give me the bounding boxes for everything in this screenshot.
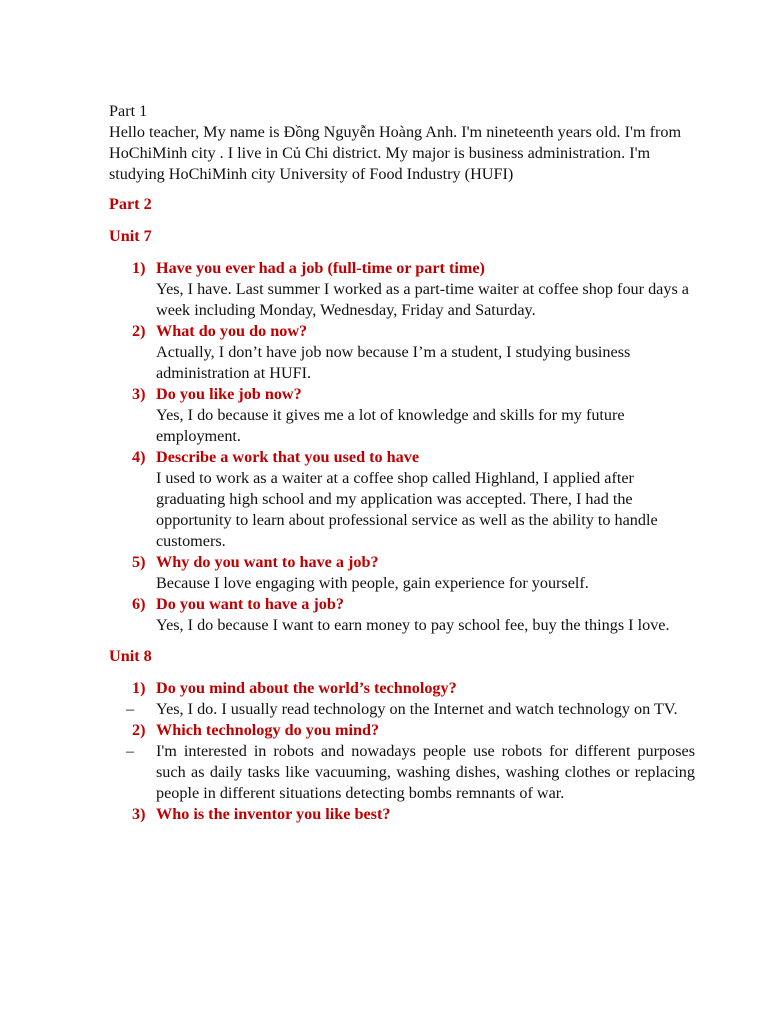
- question-text: What do you do now?: [156, 322, 308, 340]
- question-text: Do you want to have a job?: [156, 595, 344, 613]
- answer-text: Yes, I do because it gives me a lot of knowledge and skills for my future employment.: [156, 406, 625, 445]
- part1-title: Part 1: [109, 102, 148, 120]
- question-number: 2): [132, 721, 146, 739]
- question-number: 5): [132, 553, 146, 571]
- question-text: Why do you want to have a job?: [156, 553, 379, 571]
- document-body: [109, 101, 695, 825]
- list-item: [109, 804, 695, 825]
- answer-text: Actually, I don’t have job now because I’m a student, I studying business administration at HUFI.: [156, 343, 631, 382]
- dash-bullet: –: [126, 742, 135, 760]
- list-item: [109, 258, 695, 321]
- list-item: [109, 594, 695, 636]
- unit8-question-list: [109, 678, 695, 825]
- answer-text: Yes, I do. I usually read technology on the Internet and watch technology on TV.: [156, 700, 678, 718]
- question-number: 1): [132, 259, 146, 277]
- answer-text: I used to work as a waiter at a coffee shop called Highland, I applied after graduating high school and my application was accepted. There, I had the opportunity to learn about professional service as well as the ability to handle customers.: [156, 469, 658, 550]
- question-number: 2): [132, 322, 146, 340]
- unit7-question-list: [109, 258, 695, 636]
- question-number: 4): [132, 448, 146, 466]
- list-item: [109, 552, 695, 594]
- question-text: Have you ever had a job (full-time or part time): [156, 259, 485, 277]
- list-item: [109, 720, 695, 804]
- part1-intro: Hello teacher, My name is Đồng Nguyễn Hoàng Anh. I'm nineteenth years old. I'm from HoChiMinh city . I live in Củ Chi district. My major is business administration. I'm studying HoChiMinh city University of Food Industry (HUFI): [109, 123, 682, 183]
- answer-text: I'm interested in robots and nowadays people use robots for different purposes such as daily tasks like vacuuming, washing dishes, washing clothes or replacing people in different situations detecting bombs remnants of war.: [156, 742, 695, 802]
- answer-block: [126, 741, 695, 804]
- answer-text: Yes, I do because I want to earn money to pay school fee, buy the things I love.: [156, 616, 670, 634]
- part2-heading: Part 2: [109, 195, 152, 213]
- question-text: Describe a work that you used to have: [156, 448, 420, 466]
- dash-bullet: –: [126, 700, 135, 718]
- question-text: Do you mind about the world’s technology?: [156, 679, 457, 697]
- question-number: 1): [132, 679, 146, 697]
- answer-text: Because I love engaging with people, gain experience for yourself.: [156, 574, 589, 592]
- list-item: [109, 678, 695, 720]
- list-item: [109, 384, 695, 447]
- question-text: Which technology do you mind?: [156, 721, 380, 739]
- answer-text: Yes, I have. Last summer I worked as a part-time waiter at coffee shop four days a week including Monday, Wednesday, Friday and Saturday.: [156, 280, 689, 319]
- question-text: Do you like job now?: [156, 385, 302, 403]
- question-number: 3): [132, 805, 146, 823]
- answer-block: [126, 699, 695, 720]
- list-item: [109, 447, 695, 552]
- question-text: Who is the inventor you like best?: [156, 805, 391, 823]
- question-number: 3): [132, 385, 146, 403]
- list-item: [109, 321, 695, 384]
- unit8-heading: Unit 8: [109, 647, 152, 665]
- question-number: 6): [132, 595, 146, 613]
- unit7-heading: Unit 7: [109, 227, 152, 245]
